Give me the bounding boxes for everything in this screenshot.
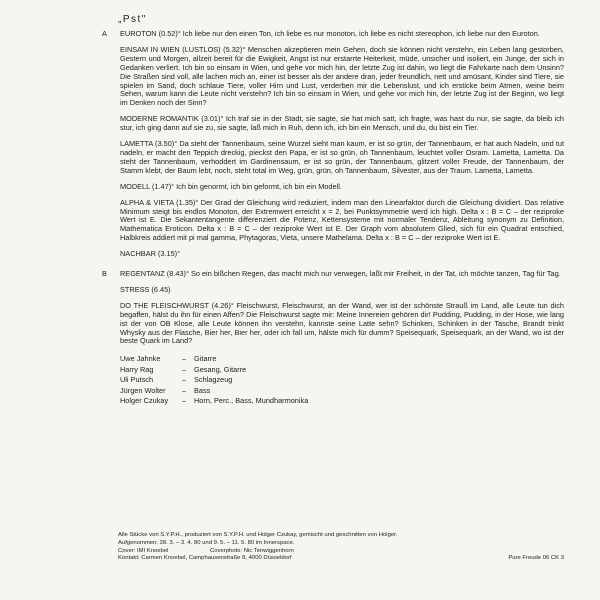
cover-credits xyxy=(118,548,564,556)
side-a-label: A xyxy=(102,29,107,38)
track-regentanz: B REGENTANZ (8.43)° So ein bißchen Regen, das macht mich nur verwegen, laßt mir Freiheit, in der Tat, ich möchte tanzen, Tag für Tag. xyxy=(102,269,561,279)
track-title: NACHBAR (3.15) xyxy=(120,249,178,259)
credit-row: Uli Putsch – Schlagzeug xyxy=(120,375,233,385)
track-stress xyxy=(120,286,564,295)
track-title: STRESS (6.45) xyxy=(120,284,171,294)
track-lyrics: So ein bißchen Regen, das macht mich nur verwegen, laßt mir Freiheit, in der Tat, ich möchte tanzen, Tag für Tag. xyxy=(190,269,561,279)
track-title: MODELL (1.47) xyxy=(120,181,172,191)
credit-row: Harry Rag – Gesang, Gitarre xyxy=(120,364,247,374)
contact-address: Kontakt: Carmen Knoebel, Camphausenstraße 8, 4000 Düsseldorf xyxy=(118,555,292,562)
credit-row: Uwe Jahnke – Gitarre xyxy=(120,354,217,364)
side-b-label: B xyxy=(102,269,107,279)
credit-row: Jürgen Wolter – Bass xyxy=(120,385,211,395)
band-credits xyxy=(120,354,308,406)
production-note: Alle Stücke von S.Y.P.H., produziert von S.Y.P.H. und Holger Czukay, gemischt und geschnitten von Holger. xyxy=(118,532,398,538)
track-title: DO THE FLEISCHWURST (4.26) xyxy=(120,300,231,310)
cover-credit: Cover: IMI Knoebel xyxy=(118,547,169,554)
track-alpha-vieta: ALPHA & VIETA (1.35)° Der Grad der Gleichung wird reduziert, indem man den Linearfaktor durch die Gleichung dividiert. Das relative Minimum steigt bis endlos Monoton, der Extremwert erreicht x = 2, bei Punktsymmetrie werd ich high. Delta x : B = C – der reziproke Wert ist E. Die Sekantentangente differenziert die Potenz, Kettensysteme mit normaler Tendenz, Ableitung synonym zu Definition, Mathematica Eroticon. Delta x : B = C – der reziproke Wert ist E. Der Graph vom absolutem Glied, sich für ein Quadrat entschied, Halbkreis addiert mit pi mal gamma, Phytagoras, Vieta, unsere Mathelama. Delta x : B = C – der reziproke Wert ist E. xyxy=(120,197,564,243)
track-lyrics: Ich traf sie in der Stadt, sie sagte, sie hat mich satt, ich fragte, was hast du nur, sie sagte, da bleib ich stur, ich ging dann auf sie zu, sie sagte, laß mich in Ruh, denn ich, ich bin ein Mensch, und du, du bist ein Tier. xyxy=(120,114,565,133)
track-lametta: LAMETTA (3.50)° Da steht der Tannenbaum, seine Wurzel sieht man kaum, er ist so grün, der Tannenbaum, er hat auch Nadeln, und tut nadeln, er macht den Teppich dreckig, pieckst den Papa, er ist so grün, oh Tannenbaum, leuchtet voller Osram. Lametta, Lametta. Da steht der Tannenbaum, verhoddert im Gardinensaum, er ist so grün, der Tannenbaum, glitzert voller Freude, der Tannenbaum, der Stamm klebt, der Baum lebt, noch, steht total im Weg, grün, grün, oh Tannenbaum, Silvester, aus der Traum. Lametta, Lametta. xyxy=(120,139,564,175)
track-title: ALPHA & VIETA (1.35) xyxy=(120,197,196,207)
track-lyrics: Fleischwurst, Fleischwurst, an der Wand, wer ist der schönste Strauß im Land, alle Leute tun dich begaffen, hälst du ihn für einen Affen? Die Fleischwurst sagte mir: Meine Innereien gehören dir! Pudding, Pudding, in der Hose, wie lang ist der von OB Klose, alle Leute können ihn verstehn, kannste seine Latte sehn? Schinken, Schinken in der Tasche, Brandt trinkt Whysky aus der Flasche, Bier her, Bier her, oder ich fall um, hälste mich für dumm? Speisequark, Speisequark, an der Wand, wo ist der beste Quark im Land? xyxy=(120,300,564,346)
track-lyrics: Der Grad der Gleichung wird reduziert, indem man den Linearfaktor durch die Gleichung dividiert. Das relative Minimum steigt bis endlos Monoton, der Extremwert erreicht x = 2, bei Punktsymmetrie werd ich high. Delta x : B = C – der reziproke Wert ist E. Die Sekantentangente differenziert die Potenz, Kettensysteme mit normaler Tendenz, Ableitung synonym zu Definition, Mathematica Eroticon. Delta x : B = C – der reziproke Wert ist E. Der Graph vom absolutem Glied, sich für ein Quadrat entschied, Halbkreis addiert mit pi mal gamma, Phytagoras, Vieta, unsere Mathelama. Delta x : B = C – der reziproke Wert ist E. xyxy=(120,197,564,243)
credit-row: Holger Czukay – Horn, Perc., Bass, Mundharmonika xyxy=(120,396,309,405)
track-modell: MODELL (1.47)° Ich bin genormt, ich bin geformt, ich bin ein Modell. xyxy=(120,181,342,191)
track-title: REGENTANZ (8.43) xyxy=(120,269,186,279)
track-title: MODERNE ROMANTIK (3.01) xyxy=(120,114,221,124)
track-title: EINSAM IN WIEN (LUSTLOS) (5.32) xyxy=(120,44,243,54)
tracklist xyxy=(102,30,564,406)
track-nachbar: NACHBAR (3.15)° xyxy=(120,249,181,259)
track-lyrics: Da steht der Tannenbaum, seine Wurzel sieht man kaum, er ist so grün, der Tannenbaum, er hat auch Nadeln, und tut nadeln, er macht den Teppich dreckig, pieckst den Papa, er ist so grün, oh Tannenbaum, leuchtet voller Osram. Lametta, Lametta. Da steht der Tannenbaum, verhoddert im Gardinensaum, er ist so grün, der Tannenbaum, glitzert voller Freude, der Tannenbaum, der Stamm klebt, der Baum lebt, noch, steht total im Weg, grün, grün, oh Tannenbaum, Silvester, aus der Traum. Lametta, Lametta. xyxy=(120,139,564,175)
coverphoto-credit: Coverphoto: Nic Tenwiggenhorn xyxy=(210,547,294,554)
track-einsam-in-wien: EINSAM IN WIEN (LUSTLOS) (5.32)° Menschen akzeptieren mein Gehen, doch sie können nicht verstehn, ein Leben lang gestorben, Gestern und Morgen, allzeit bereit für die Ewigkeit, Angst ist nur erstarrte Heiterkeit, müde, unsicher und isoliert, ein Junge, der sich in Gedanken verliert. Ich bin so einsam in Wien, und gehe vor mich hin, der letzte Zug ist dahin, wo liegt die Fahrkarte nach dem Unsinn? Die Straßen sind voll, alle lachen mich an, einer ist besser als der andere dran, jeder freundlich, nett und amüsant, Kinder sind Tiere, sie spielen im Sand, doch schlaue Tiere, voller Hirn und Lust, verderben mir die Lebenslust, und ich ersticke beim Atmen, weine beim Sehen, warum kann die Leute nicht verstehn? Ich bin so einsam in Wien, und gehe vor mich hin, der letzte Zug ist der Beginn, wo liegt im Denken noch der Sinn? xyxy=(120,44,564,108)
catalog-number: Pure Freude 06 CK 3 xyxy=(508,555,564,562)
track-title: LAMETTA (3.50) xyxy=(120,139,175,149)
track-title: EUROTON (0.52) xyxy=(120,29,178,38)
track-moderne-romantik: MODERNE ROMANTIK (3.01)° Ich traf sie in der Stadt, sie sagte, sie hat mich satt, ich fragte, was hast du nur, sie sagte, da bleib ich stur, ich ging dann auf sie zu, sie sagte, laß mich in Ruh, denn ich, ich bin ein Mensch, und du, du bist ein Tier. xyxy=(120,114,565,133)
track-lyrics: Ich liebe nur den einen Ton, ich liebe es nur monoton, ich liebe es nicht stereophon, ich liebe nur den Euroton. xyxy=(182,29,540,38)
track-lyrics: Ich bin genormt, ich bin geformt, ich bin ein Modell. xyxy=(176,181,342,191)
track-lyrics: Menschen akzeptieren mein Gehen, doch sie können nicht verstehn, ein Leben lang gestorben, Gestern und Morgen, allzeit bereit für die Ewigkeit, Angst ist nur erstarrte Heiterkeit, müde, unsicher und isoliert, ein Junge, der sich in Gedanken verliert. Ich bin so einsam in Wien, und gehe vor mich hin, der letzte Zug ist dahin, wo liegt die Fahrkarte nach dem Unsinn? Die Straßen sind voll, alle lachen mich an, einer ist besser als der andere dran, jeder freundlich, nett und amüsant, Kinder sind Tiere, sie spielen im Sand, doch schlaue Tiere, voller Hirn und Lust, verderben mir die Lebenslust, und ich ersticke beim Atmen, weine beim Sehen, warum kann die Leute nicht verstehn? Ich bin so einsam in Wien, und gehe vor mich hin, der letzte Zug ist der Beginn, wo liegt im Denken noch der Sinn? xyxy=(120,44,564,108)
album-title: „Pst" xyxy=(118,14,147,25)
footer-credits xyxy=(118,532,564,563)
track-do-the-fleischwurst: DO THE FLEISCHWURST (4.26)° Fleischwurst, Fleischwurst, an der Wand, wer ist der schönste Strauß im Land, alle Leute tun dich begaffen, hälst du ihn für einen Affen? Die Fleischwurst sagte mir: Meine Innereien gehören dir! Pudding, Pudding, in der Hose, wie lang ist der von OB Klose, alle Leute können ihn verstehn, kannste seine Latte sehn? Schinken, Schinken in der Tasche, Brandt trinkt Whysky aus der Flasche, Bier her, Bier her, oder ich fall um, hälste mich für dumm? Speisequark, Speisequark, an der Wand, wo ist der beste Quark im Land? xyxy=(120,300,564,346)
contact-row xyxy=(118,555,564,563)
track-euroton: A EUROTON (0.52)° Ich liebe nur den einen Ton, ich liebe es nur monoton, ich liebe es nicht stereophon, ich liebe nur den Euroton. xyxy=(102,29,540,38)
recording-note: Aufgenommen: 28. 3. – 3. 4. 80 und 9. 5. – 11. 5. 80 im Innerspace. xyxy=(118,539,295,546)
